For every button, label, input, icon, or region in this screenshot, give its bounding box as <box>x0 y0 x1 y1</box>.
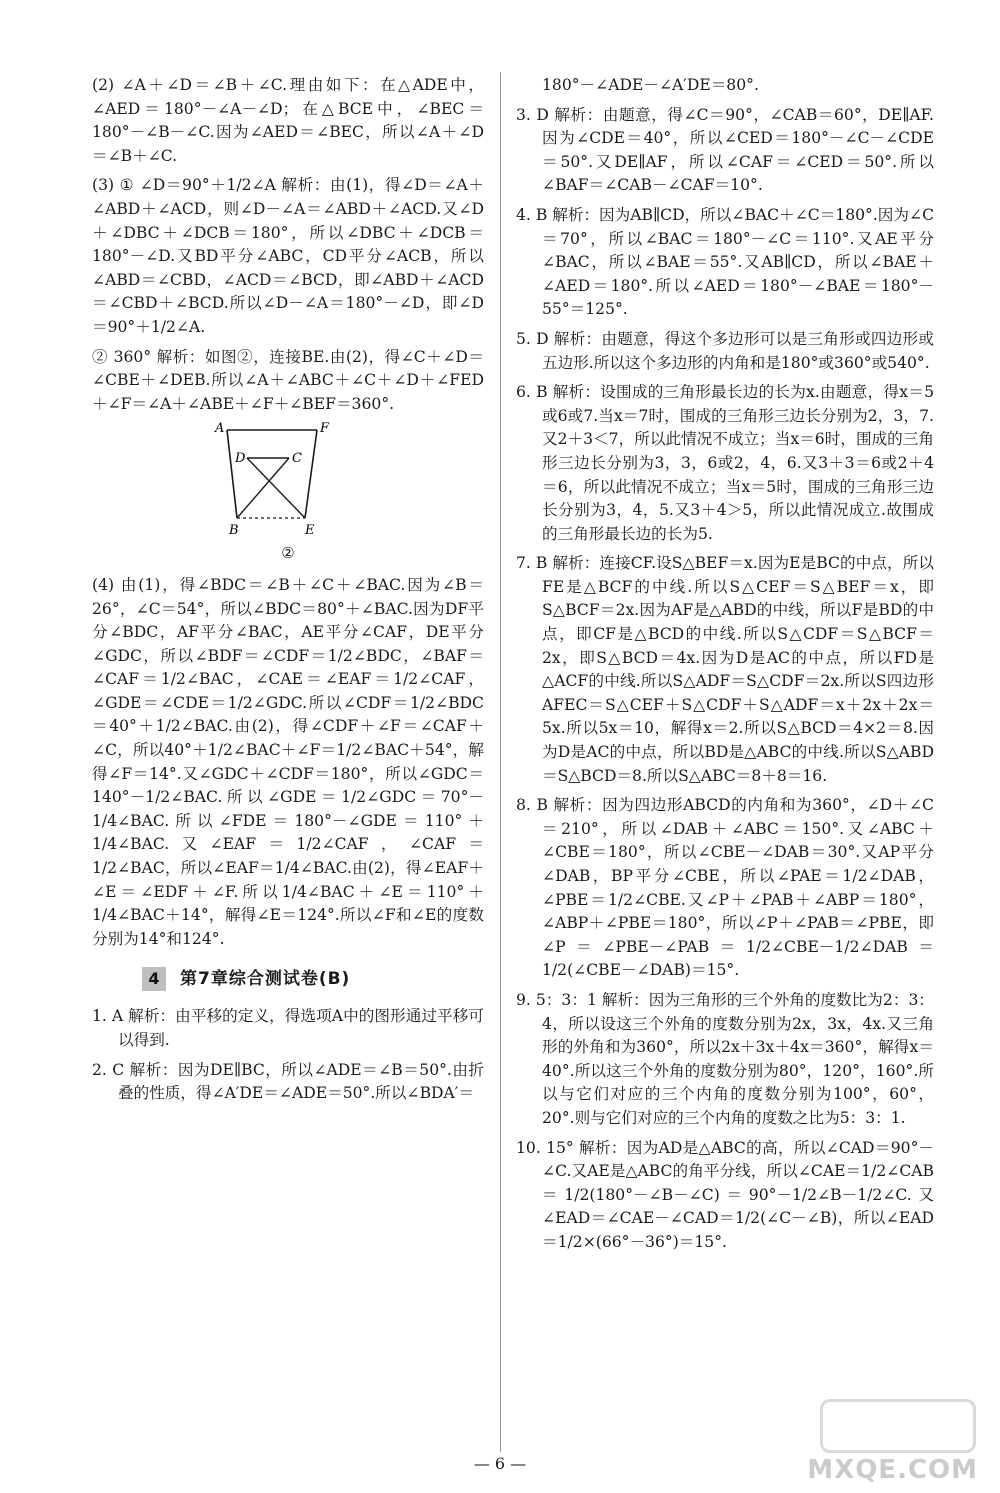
answer-item: 3. D 解析：由题意，得∠C＝90°，∠CAB＝60°，DE∥AF.因为∠CDE＝40°，所以∠CED＝180°－∠C－∠CDE＝50°.又DE∥AF，所以∠CAF＝∠CED＝50°.所以∠BAF＝∠CAB－∠CAF＝10°. <box>516 105 934 195</box>
paragraph-3-2: ② 360° 解析：如图②，连接BE.由(2)，得∠C＋∠D＝∠CBE＋∠DEB.所以∠A＋∠ABC＋∠C＋∠D＋∠FED＋∠F＝∠A＋∠ABE＋∠F＋∠BEF＝360°. <box>92 347 484 413</box>
answer-item: 1. A 解析：由平移的定义，得选项A中的图形通过平移可以得到. <box>92 1007 484 1049</box>
paragraph-3-1: (3) ① ∠D＝90°＋1/2∠A 解析：由(1)，得∠D＝∠A＋∠ABD＋∠ACD，则∠D－∠A＝∠ABD＋∠ACD.又∠D＋∠DBC＋∠DCB＝180°，所以∠DBC＋∠DCB＝180°－∠D.又BD平分∠ABC，CD平分∠ACB，所以∠ABD＝∠CBD，∠ACD＝∠BCD，即∠ABD＋∠ACD＝∠CBD＋∠BCD.所以∠D－∠A＝180°－∠D，即∠D＝90°＋1/2∠A. <box>92 176 484 336</box>
left-column <box>92 74 484 1112</box>
label-c: C <box>292 451 302 467</box>
answer-item: 4. B 解析：因为AB∥CD，所以∠BAC＋∠C＝180°.因为∠C＝70°，所以∠BAC＝180°－∠C＝110°.又AE平分∠BAC，所以∠BAE＝55°.又AB∥CD，所以∠BAE＋∠AED＝180°.所以∠AED＝180°－∠BAE＝180°－55°＝125°. <box>516 205 934 319</box>
answer-item: 7. B 解析：连接CF.设S△BEF＝x.因为E是BC的中点，所以FE是△BCF的中线.所以S△CEF＝S△BEF＝x，即S△BCF＝2x.因为AF是△ABD的中线，所以F是BD的中点，即CF是△BCD的中线.所以S△CDF＝S△BCF＝2x，即S△BCD＝4x.因为D是AC的中点，所以FD是△ACF的中线.所以S△ADF＝S△CDF＝2x.所以S四边形AFEC＝S△CEF＋S△CDF＋S△ADF＝x＋2x＋2x＝5x.所以5x＝10，解得x＝2.所以S△BCD＝4×2＝8.因为D是AC的中点，所以BD是△ABC的中线.所以S△ABD＝S△BCD＝8.所以S△ABC＝8＋8＝16. <box>516 554 934 785</box>
answer-item: 2. C 解析：因为DE∥BC，所以∠ADE＝∠B＝50°.由折叠的性质，得∠A′DE＝∠ADE＝50°.所以∠BDA′＝ <box>92 1060 484 1103</box>
right-column <box>516 74 934 1261</box>
column-divider <box>500 72 501 1452</box>
label-f: F <box>320 422 330 437</box>
figure-caption: ② <box>281 544 295 563</box>
watermark-logo <box>804 1399 982 1485</box>
answer-item: 5. D 解析：由题意，得这个多边形可以是三角形或四边形或五边形.所以这个多边形的内角和是180°或360°或540°. <box>516 329 934 372</box>
answer-item: 6. B 解析：设围成的三角形最长边的长为x.由题意，得x＝5或6或7.当x＝7时，围成的三角形三边长分别为2，3，7.又2＋3＜7，所以此情况不成立；当x＝6时，围成的三角形三边长分别为3，3，6或2，4，6.又3＋3＝6或2＋4＝6，所以此情况不成立；当x＝5时，围成的三角形三边长分别为3，4，5.又3＋4＞5，所以此情况成立.故围成的三角形最长边的长为5. <box>516 383 934 543</box>
paragraph-2: (2) ∠A＋∠D＝∠B＋∠C.理由如下：在△ADE中，∠AED＝180°－∠A－∠D；在△BCE中，∠BEC＝180°－∠B－∠C.因为∠AED＝∠BEC，所以∠A＋∠D＝∠B＋∠C. <box>92 76 484 165</box>
label-a: A <box>215 422 225 437</box>
page-number: — 6 — <box>473 1454 527 1473</box>
paragraph-4: (4) 由(1)，得∠BDC＝∠B＋∠C＋∠BAC.因为∠B＝26°，∠C＝54°，所以∠BDC＝80°＋∠BAC.因为DF平分∠BDC，AF平分∠BAC，AE平分∠CAF，DE平分∠GDC，所以∠BDF＝∠CDF＝1/2∠BDC，∠BAF＝∠CAF＝1/2∠BAC，∠CAE＝∠EAF＝1/2∠CAF，∠GDE＝∠CDE＝1/2∠GDC.所以∠CDF＝1/2∠BDC＝40°＋1/2∠BAC.由(2)，得∠CDF＋∠F＝∠CAF＋∠C，所以40°＋1/2∠BAC＋∠F＝1/2∠BAC＋54°，解得∠F＝14°.又∠GDC＋∠CDF＝180°，所以∠GDC＝140°－1/2∠BAC.所以∠GDE＝1/2∠GDC＝70°－1/4∠BAC.所以∠FDE＝180°－∠GDE＝110°＋1/4∠BAC.又∠EAF＝1/2∠CAF，∠CAF＝1/2∠BAC，所以∠EAF＝1/4∠BAC.由(2)，得∠EAF＋∠E＝∠EDF＋∠F.所以1/4∠BAC＋∠E＝110°＋1/4∠BAC＋14°，解得∠E＝124°.所以∠F和∠E的度数分别为14°和124°. <box>92 575 484 948</box>
continuation-line: 180°－∠ADE－∠A′DE＝80°. <box>542 76 759 94</box>
answer-item: 10. 15° 解析：因为AD是△ABC的高，所以∠CAD＝90°－∠C.又AE是△ABC的角平分线，所以∠CAE＝1/2∠CAB＝1/2(180°－∠B－∠C)＝90°－1/2∠B－1/2∠C.又∠EAD＝∠CAE－∠CAD＝1/2(∠C－∠B)，所以∠EAD＝1/2×(66°－36°)＝15°. <box>516 1138 934 1251</box>
answer-item: 9. 5：3：1 解析：因为三角形的三个外角的度数比为2：3：4，所以设这三个外角的度数分别为2x，3x，4x.又三角形的外角和为360°，所以2x＋3x＋4x＝360°，解得x＝40°.所以这三个外角的度数分别为80°，120°，160°.所以与它们对应的三个内角的度数分别为100°，60°，20°.则与它们对应的三个内角的度数之比为5：3：1. <box>516 990 934 1127</box>
watermark-text: MXQE.COM <box>807 1455 978 1485</box>
label-b: B <box>229 523 239 539</box>
label-e: E <box>305 523 315 539</box>
section-number-badge: 4 <box>142 967 166 991</box>
quadrilateral-diagram <box>213 422 363 540</box>
answer-item: 8. B 解析：因为四边形ABCD的内角和为360°，∠D＋∠C＝210°，所以∠DAB＋∠ABC＝150°.又∠ABC＋∠CBE＝180°，所以∠CBE－∠DAB＝30°.又AP平分∠DAB，BP平分∠CBE，所以∠PAE＝1/2∠DAB，∠PBE＝1/2∠CBE.又∠P＋∠PAB＋∠ABP＝180°，∠ABP＋∠PBE＝180°，所以∠P＋∠PAB＝∠PBE，即∠P＝∠PBE－∠PAB＝1/2∠CBE－1/2∠DAB＝1/2(∠CBE－∠DAB)＝15°. <box>516 796 934 980</box>
label-d: D <box>235 451 246 467</box>
figure-2 <box>92 422 484 566</box>
section-heading <box>92 967 484 991</box>
watermark-badge-icon <box>820 1399 976 1453</box>
section-title: 第7章综合测试卷(B) <box>180 968 351 989</box>
